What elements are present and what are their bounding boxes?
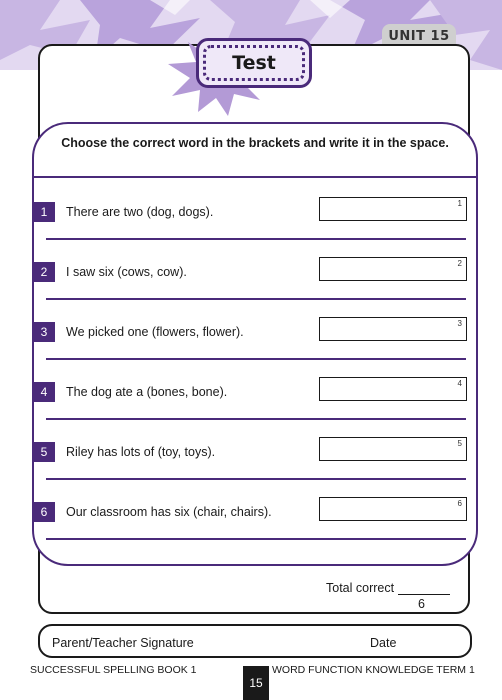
question-text: I saw six (cows, cow). <box>66 265 187 279</box>
answer-box-3[interactable] <box>319 317 467 341</box>
page-number: 15 <box>243 666 269 700</box>
total-correct-label: Total correct <box>326 581 395 595</box>
signature-label: Parent/Teacher Signature <box>52 636 194 650</box>
question-divider <box>46 238 466 240</box>
answer-box-1[interactable] <box>319 197 467 221</box>
question-divider <box>46 418 466 420</box>
question-number: 4 <box>33 382 55 402</box>
question-text: Our classroom has six (chair, chairs). <box>66 505 272 519</box>
footer-book-title: SUCCESSFUL SPELLING BOOK 1 <box>30 664 197 676</box>
question-text: We picked one (flowers, flower). <box>66 325 244 339</box>
answer-box-number: 6 <box>457 499 462 508</box>
page-title-text: Test <box>232 52 276 74</box>
instruction-text: Choose the correct word in the brackets and write it in the space. <box>61 136 449 150</box>
answer-box-2[interactable] <box>319 257 467 281</box>
answer-box-number: 1 <box>457 199 462 208</box>
question-number: 2 <box>33 262 55 282</box>
question-divider <box>46 538 466 540</box>
answer-box-number: 3 <box>457 319 462 328</box>
answer-box-4[interactable] <box>319 377 467 401</box>
instruction-divider <box>34 176 476 178</box>
answer-box-5[interactable] <box>319 437 467 461</box>
question-divider <box>46 478 466 480</box>
answer-box-number: 2 <box>457 259 462 268</box>
question-number: 3 <box>33 322 55 342</box>
date-label: Date <box>370 636 397 650</box>
question-text: The dog ate a (bones, bone). <box>66 385 228 399</box>
unit-label: UNIT 15 <box>382 24 456 48</box>
question-divider <box>46 298 466 300</box>
answer-box-number: 5 <box>457 439 462 448</box>
page-title <box>196 38 312 88</box>
total-correct-denominator: 6 <box>418 597 425 611</box>
question-number: 6 <box>33 502 55 522</box>
question-number: 5 <box>33 442 55 462</box>
answer-box-6[interactable] <box>319 497 467 521</box>
total-correct-input-line[interactable] <box>398 594 450 595</box>
answer-box-number: 4 <box>457 379 462 388</box>
question-divider <box>46 358 466 360</box>
footer-section-title: WORD FUNCTION KNOWLEDGE TERM 1 <box>272 664 475 676</box>
question-number: 1 <box>33 202 55 222</box>
question-text: There are two (dog, dogs). <box>66 205 214 219</box>
question-text: Riley has lots of (toy, toys). <box>66 445 216 459</box>
